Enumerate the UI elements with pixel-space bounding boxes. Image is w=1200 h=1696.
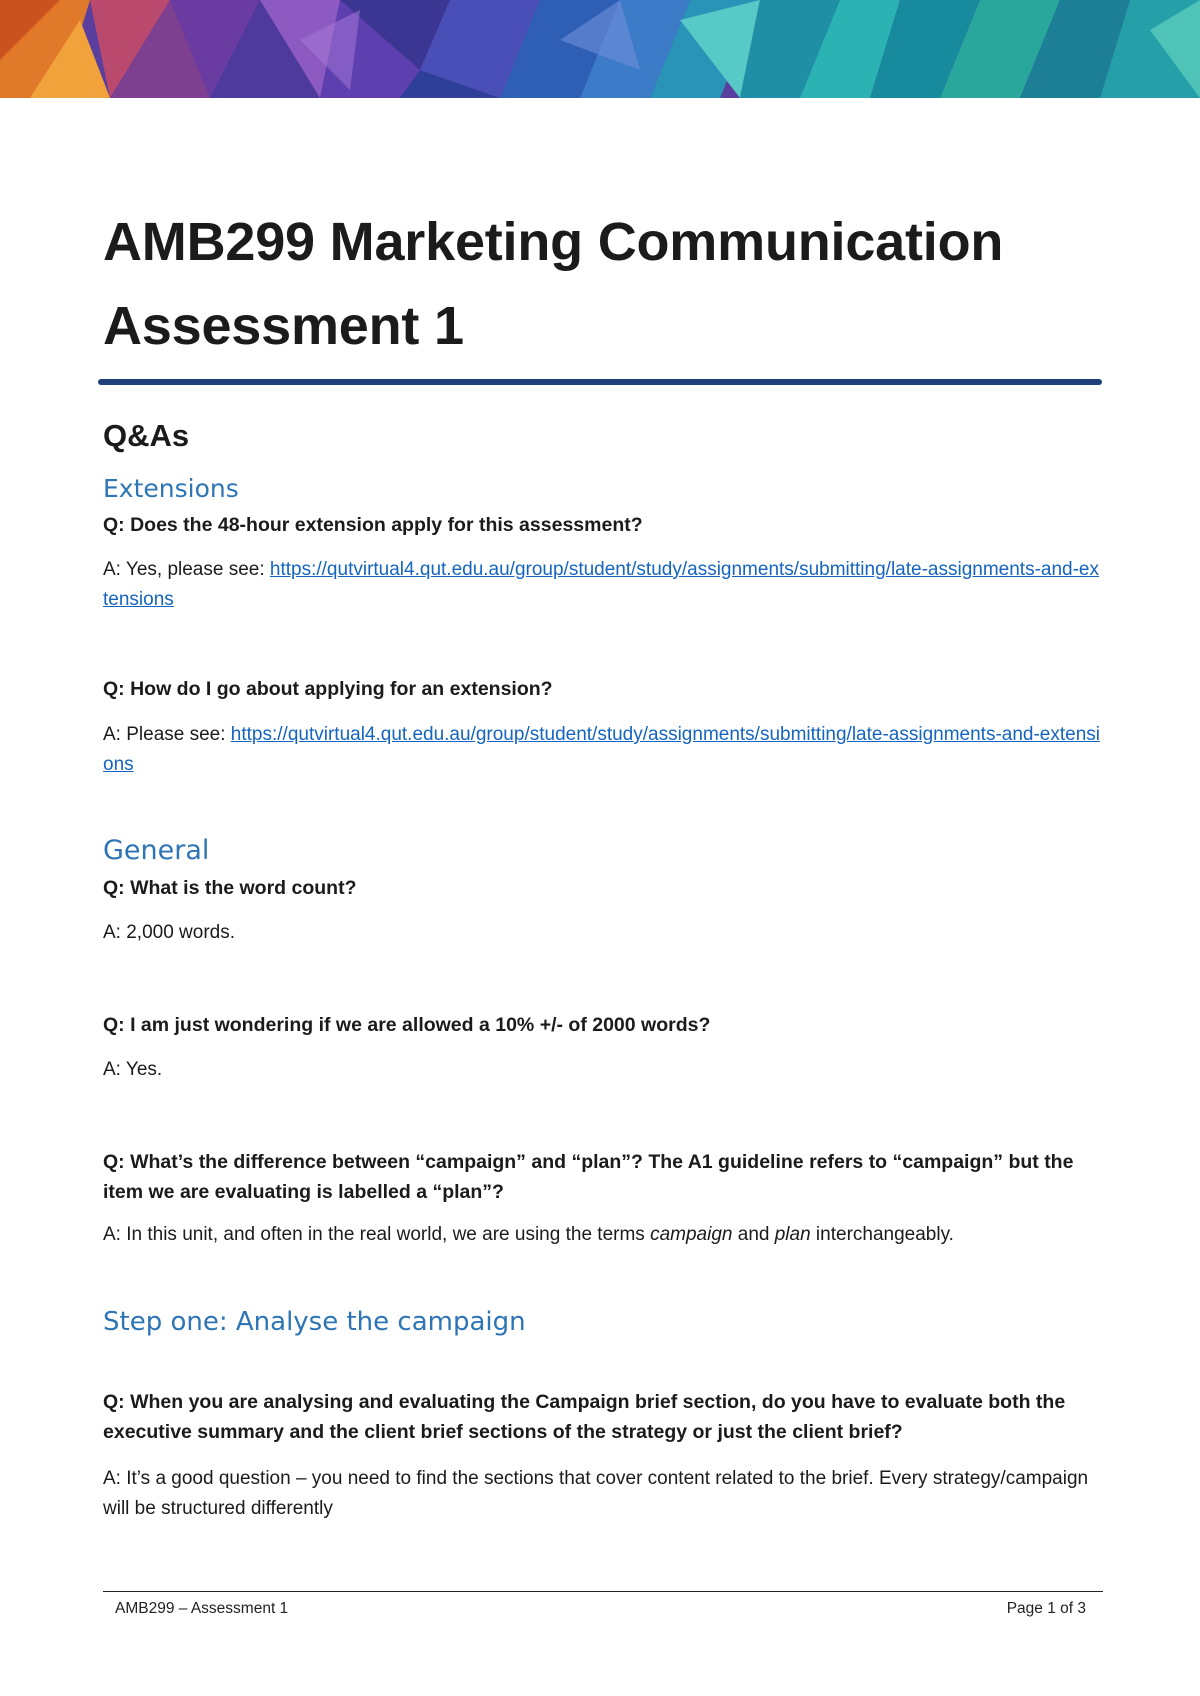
answer-prefix: A: Yes, please see: <box>103 559 270 580</box>
qas-heading: Q&As <box>103 418 190 453</box>
extensions-heading: Extensions <box>103 474 239 503</box>
extensions-question-1: Q: Does the 48-hour extension apply for this assessment? <box>103 514 643 536</box>
answer-text: A: In this unit, and often in the real world, we are using the terms <box>103 1224 651 1245</box>
answer-text: interchangeably. <box>810 1224 954 1245</box>
extensions-answer-2 <box>103 720 1103 780</box>
extensions-link[interactable]: https://qutvirtual4.qut.edu.au/group/student/study/assignments/submitting/late-assignments-and-extensions <box>103 724 1101 775</box>
step-one-answer-1: A: It’s a good question – you need to find the sections that cover content related to the brief. Every strategy/campaign will be structured differently <box>103 1468 1089 1519</box>
footer-divider <box>103 1591 1103 1592</box>
footer-page-number: Page 1 of 3 <box>1006 1600 1086 1617</box>
general-heading: General <box>103 835 210 866</box>
late-assignments-link[interactable]: https://qutvirtual4.qut.edu.au/group/student/study/assignments/submitting/late-assignments-and-extensions <box>103 559 1099 610</box>
general-answer-3 <box>103 1220 1103 1250</box>
general-answer-2: A: Yes. <box>103 1059 163 1080</box>
title-line-2: Assessment 1 <box>103 296 464 356</box>
document-title <box>103 200 1103 368</box>
extensions-answer-1 <box>103 555 1103 615</box>
title-divider <box>98 379 1102 385</box>
extensions-question-2: Q: How do I go about applying for an extension? <box>103 678 553 700</box>
step-one-question-1: Q: When you are analysing and evaluating the Campaign brief section, do you have to evaluate both the executive summary and the client brief sections of the strategy or just the client brief? <box>103 1391 1066 1443</box>
header-banner <box>0 0 1200 98</box>
general-question-1: Q: What is the word count? <box>103 877 357 899</box>
answer-prefix: A: Please see: <box>103 724 231 745</box>
term-plan: plan <box>774 1224 811 1245</box>
general-answer-1: A: 2,000 words. <box>103 922 236 943</box>
answer-text: and <box>732 1224 775 1245</box>
general-question-2: Q: I am just wondering if we are allowed a 10% +/- of 2000 words? <box>103 1014 711 1036</box>
footer-document-label: AMB299 – Assessment 1 <box>115 1600 289 1617</box>
term-campaign: campaign <box>650 1224 733 1245</box>
step-one-heading: Step one: Analyse the campaign <box>103 1307 526 1337</box>
general-question-3: Q: What’s the difference between “campaign” and “plan”? The A1 guideline refers to “campaign” but the item we are evaluating is labelled a “plan”? <box>103 1151 1074 1203</box>
title-line-1: AMB299 Marketing Communication <box>103 212 1004 272</box>
